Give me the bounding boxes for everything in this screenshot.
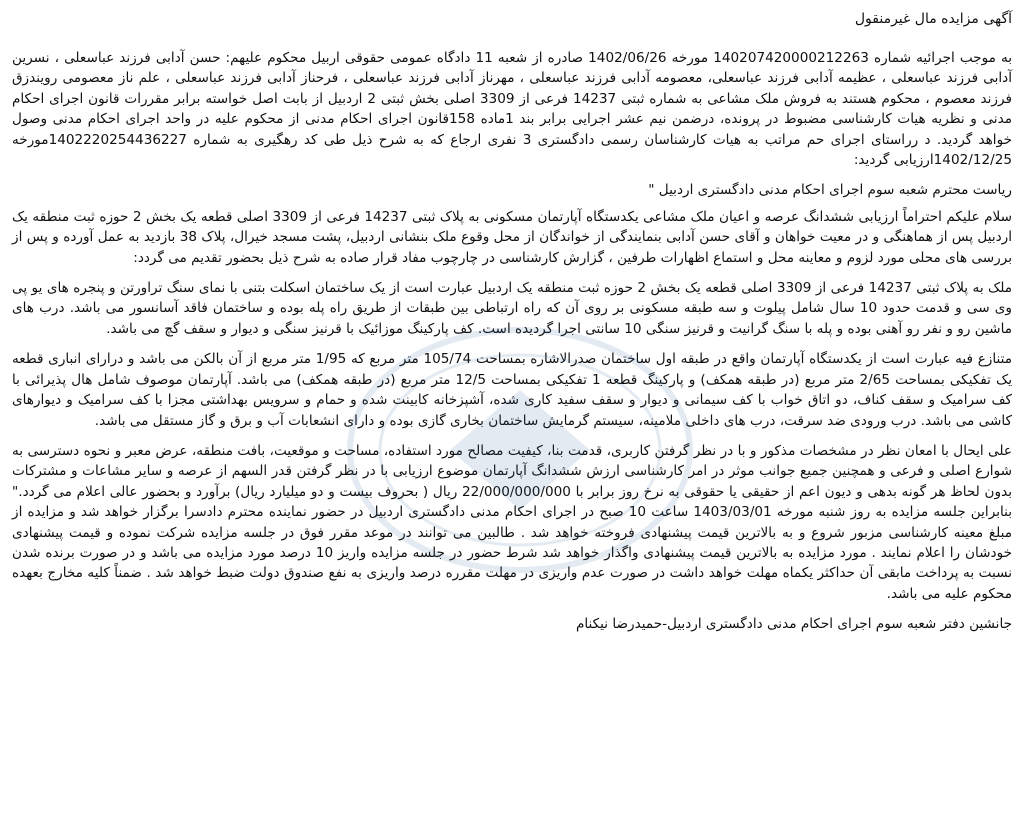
signature-line: جانشین دفتر شعبه سوم اجرای احکام مدنی دادگستری اردبیل-حمیدرضا نیکنام: [576, 616, 1012, 633]
auction-terms-paragraph: علی ایحال با امعان نظر در مشخصات مذکور و با در نظر گرفتن کاربری، قدمت بنا، کیفیت مصالح مورد استفاده، مساحت و موقعیت، بافت منطقه، عرض معبر و نحوه دسترسی به شوارع اصلی و فرعی و همچنین جمیع جوانب موثر در امر کارشناسی ارزش ششدانگ آپارتمان موضوع ارزیابی با در نظر گرفتن قدر السهم از عرصه و سایر مشاعات و مشترکات بدون لحاظ هر گونه بدهی و دیون اعم از حقیقی یا حقوقی به نرخ روز برابر با 22/000/000/000 ریال ( بحروف بیست و دو میلیارد ریال) برآورد و بحضور عالی اعلام می گردد." بنابراین جلسه مزایده به روز شنبه مورخه 1403/03/01 ساعت 10 صبح در اجرای احکام مدنی دادگستری اردبیل در حضور نماینده محترم دادسرا برگزار خواهد شد و مزایده از مبلغ معینه کارشناسی مزبور شروع و به بالاترین قیمت پیشنهادی فروخته خواهد شد . طالبین می توانند در موعد مقرر فوق در جلسه مزایده شرکت نموده و قیمت پیشنهادی خودشان را اعلام نمایند . مورد مزایده به بالاترین قیمت پیشنهادی واگذار خواهد شد شرط حضور در جلسه مزایده واریز 10 درصد مورد مزایده می باشد و در صورت برنده شدن نسبت به پرداخت مابقی آن حداکثر یکماه مهلت خواهد داشت در صورت عدم واریزی در مهلت مقرره درصد واریزی به نفع صندوق دولت ضبط خواهد شد . ضمناً کلیه مخارج بعهده محکوم علیه می باشد.: [12, 442, 1013, 602]
intro-paragraph: به موجب اجرائیه شماره 140207420000212263 مورخه 1402/06/26 صادره از شعبه 11 دادگاه عمومی حقوقی اربیل محکوم علیهم: حسن آدابی فرزند عباسعلی ، نسرین آدابی فرزند عباسعلی ، عظیمه آدابی فرزند عباسعلی، معصومه آدابی فرزند عباسعلی ، مهرناز آدابی فرزند عباسعلی ، فرحناز آدابی فرزند عباسعلی ، علم ناز معصومی رویندزق فرزند معصوم ، محکوم هستند به فروش ملک مشاعی به شماره ثبتی 14237 فرعی از 3309 اصلی بخش ثبتی 2 اردبیل از بابت اصل خواسته برابر مقررات قانون اجرای احکام مدنی و نظریه هیات کارشناسی مضبوط در پرونده، درضمن نیم عشر اجرایی برابر بند 1ماده 158قانون اجرای احکام مدنی از محکوم علیه در واحد اجرای احکام مدنی وصول خواهد گردید. د رراستای اجرای حم مراتب به هیات کارشناسان رسمی دادگستری 3 نفری ارجاع که به شرح ذیل طی کد رهگیری به شماره 1402220254436227مورخه 1402/12/25ارزیابی گردید:: [12, 50, 1013, 169]
salutation-heading: ریاست محترم شعبه سوم اجرای احکام مدنی دادگستری اردبیل ": [648, 182, 1012, 199]
document-title: آگهی مزایده مال غیرمنقول: [854, 11, 1012, 27]
valuation-intro-paragraph: سلام علیکم احتراماً ارزیابی ششدانگ عرصه و اعیان ملک مشاعی یکدستگاه آپارتمان مسکونی به پلاک ثبتی 14237 فرعی از 3309 اصلی قطعه یک بخش 2 حوزه ثبت منطقه یک اردبیل پس از هماهنگی و در معیت خواهان و آقای حسن آدابی بنمایندگی از خواندگان از محل وقوع ملک بنشانی اردبیل، پشت مسجد خیرال، پلاک 38 بازدید به عمل آورده و پس از بررسی های محلی مورد لزوم و معاینه محل و استماع اظهارات طرفین ، گزارش کارشناسی در چارچوب مفاد قرار صاده به شرح ذیل بحضور تقدیم می گردد:: [12, 208, 1013, 266]
building-description-paragraph: ملک به پلاک ثبتی 14237 فرعی از 3309 اصلی قطعه یک بخش 2 حوزه ثبت منطقه یک اردبیل عبارت است از یک ساختمان اسکلت بتنی با نمای سنگ تراورتن و پنجره های یو پی وی سی و قدمت حدود 10 سال شامل پیلوت و سه طبقه مسکونی بر روی آن که راه ارتباطی بین طبقات از طریق راه پله بوده و ساختمان فاقد آسانسور می باشد. درب های ماشین رو و نفر رو آهنی بوده و پله با سنگ گرانیت و قرنیز سنگی 10 سانتی اجرا گردیده است. کف پارکینگ موزائیک با قرنیز سنگی و دیوار و سقف گچ می باشد.: [12, 280, 1013, 337]
apartment-description-paragraph: متنازع فیه عبارت است از یکدستگاه آپارتمان واقع در طبقه اول ساختمان صدرالاشاره بمساحت 105/74 متر مربع که 1/95 متر مربع از آن بالکن می باشد و درارای انباری قطعه یک تفکیکی بمساحت 2/65 متر مربع (در طبقه همکف) و پارکینگ قطعه 1 تفکیکی بمساحت 12/5 متر مربع (در طبقه همکف) می باشد. آپارتمان موصوف شامل هال پذیرائی با کف سرامیک و سقف کناف، دو اتاق خواب با کف سیمانی و دیوار و سقف سفید کاری شده، آشپزخانه کابینت شده و حمام و سرویس بهداشتی مجزا با کف سرامیک و دیوارهای کاشی می باشد. درب ورودی ضد سرقت، درب های داخلی ملامینه، سیستم گرمایش ساختمان بخاری گازی بوده و دارای انشعابات آب و برق و گاز مستقل می باشد.: [12, 351, 1013, 429]
document-page: [12, 8, 1012, 809]
